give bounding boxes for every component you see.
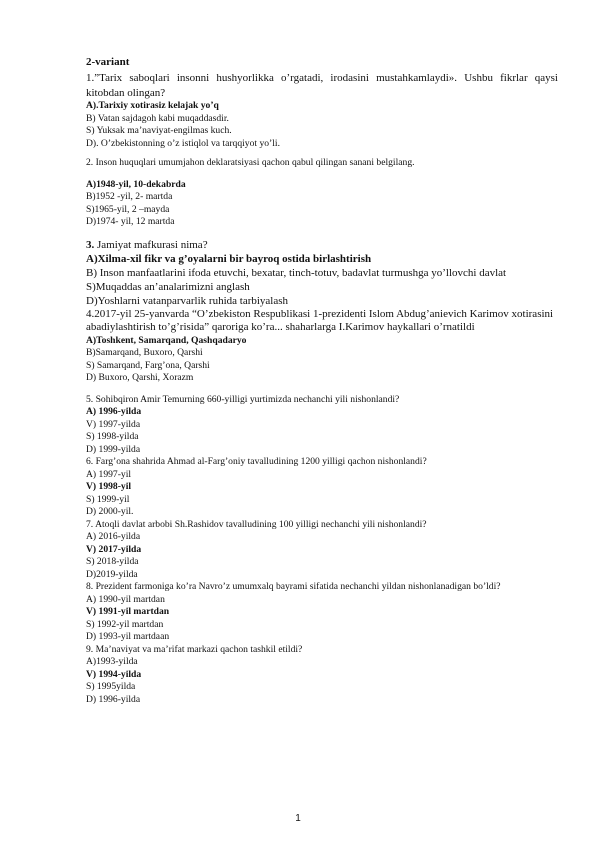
question-3-text: Jamiyat mafkurasi nima? <box>94 238 208 251</box>
answer-3-s: S)Muqaddas an’analarimizni anglash <box>86 280 250 293</box>
question-5: 5. Sohibqiron Amir Temurning 660-yilligi yurtimizda nechanchi yili nishonlandi? <box>86 393 400 405</box>
answer-1-s: S) Yuksak ma’naviyat-engilmas kuch. <box>86 125 232 136</box>
answer-5-a: A) 1996-yilda <box>86 406 142 417</box>
answer-1-b: B) Vatan sajdagoh kabi muqaddasdir. <box>86 112 229 124</box>
question-8: 8. Prezident farmoniga ko’ra Navro’z umumxalq bayrami sifatida nechanchi yildan nishonlanadigan bo’ldi? <box>86 581 501 592</box>
answer-9-v: V) 1994-yilda <box>86 668 142 680</box>
answer-4-d: D) Buxoro, Qarshi, Xorazm <box>86 372 194 383</box>
question-3 <box>86 238 558 252</box>
answer-7-v: V) 2017-yilda <box>86 543 142 555</box>
answer-6-v: V) 1998-yil <box>86 481 132 492</box>
answer-8-s: S) 1992-yil martdan <box>86 618 164 630</box>
answer-7-a: A) 2016-yilda <box>86 531 141 542</box>
question-4: 4.2017-yil 25-yanvarda “O’zbekiston Respublikasi 1-prezidenti Islom Abdug’anievich Karimov xotirasini abadiylashtirish to’g’risida” qaroriga ko’ra... shaharlarga I.Karimov haykallari o’rnatildi <box>86 307 554 333</box>
answer-3-a: A)Xilma-xil fikr va g’oyalarni bir bayroq ostida birlashtirish <box>86 252 372 265</box>
answer-6-s: S) 1999-yil <box>86 493 130 505</box>
answer-5-v: V) 1997-yilda <box>86 418 141 430</box>
document-page <box>86 56 558 706</box>
answer-8-a: A) 1990-yil martdan <box>86 593 165 605</box>
page-number: 1 <box>295 813 301 824</box>
answer-8-v: V) 1991-yil martdan <box>86 606 170 617</box>
answer-4-a: A)Toshkent, Samarqand, Qashqadaryo <box>86 334 247 346</box>
answer-2-b: B)1952 -yil, 2- martda <box>86 191 173 202</box>
answer-7-d: D)2019-yilda <box>86 568 138 580</box>
question-7: 7. Atoqli davlat arbobi Sh.Rashidov tavalludining 100 yilligi nechanchi yili nishonlandi? <box>86 518 427 530</box>
answer-2-a: A)1948-yil, 10-dekabrda <box>86 178 186 190</box>
answer-2-d: D)1974- yil, 12 martda <box>86 216 175 227</box>
answer-1-a: A).Tarixiy xotirasiz kelajak yo’q <box>86 100 219 111</box>
question-9: 9. Ma’naviyat va ma’rifat markazi qachon tashkil etildi? <box>86 643 303 655</box>
answer-4-s: S) Samarqand, Farg’ona, Qarshi <box>86 359 210 371</box>
answer-9-s: S) 1995yilda <box>86 681 136 692</box>
answer-2-s: S)1965-yil, 2 –mayda <box>86 203 170 215</box>
answer-7-s: S) 2018-yilda <box>86 556 139 567</box>
answer-6-a: A) 1997-yil <box>86 468 132 480</box>
variant-title: 2-variant <box>86 56 130 68</box>
answer-1-d: D). O’zbekistonning o’z istiqlol va tarqqiyot yo’li. <box>86 137 280 149</box>
answer-3-b: B) Inson manfaatlarini ifoda etuvchi, bexatar, tinch-totuv, badavlat turmushga yo’llovchi davlat <box>86 266 507 279</box>
answer-9-a: A)1993-yilda <box>86 656 138 667</box>
answer-9-d: D) 1996-yilda <box>86 693 141 705</box>
answer-6-d: D) 2000-yil. <box>86 506 134 517</box>
question-1: 1.”Tarix saboqlari insonni hushyorlikka o’rgatadi, irodasini mustahkamlaydi». Ushbu fikrlar qaysi kitobdan olingan? <box>86 72 558 99</box>
answer-5-s: S) 1998-yilda <box>86 431 139 442</box>
answer-4-b: B)Samarqand, Buxoro, Qarshi <box>86 347 203 358</box>
answer-8-d: D) 1993-yil martdaan <box>86 631 170 642</box>
question-6: 6. Farg’ona shahrida Ahmad al-Farg’oniy tavalludining 1200 yilligi qachon nishonlandi? <box>86 456 427 467</box>
question-2: 2. Inson huquqlari umumjahon deklaratsiyasi qachon qabul qilingan sanani belgilang. <box>86 157 415 168</box>
question-3-number: 3. <box>86 238 95 251</box>
answer-5-d: D) 1999-yilda <box>86 443 141 455</box>
answer-3-d: D)Yoshlarni vatanparvarlik ruhida tarbiyalash <box>86 294 289 307</box>
